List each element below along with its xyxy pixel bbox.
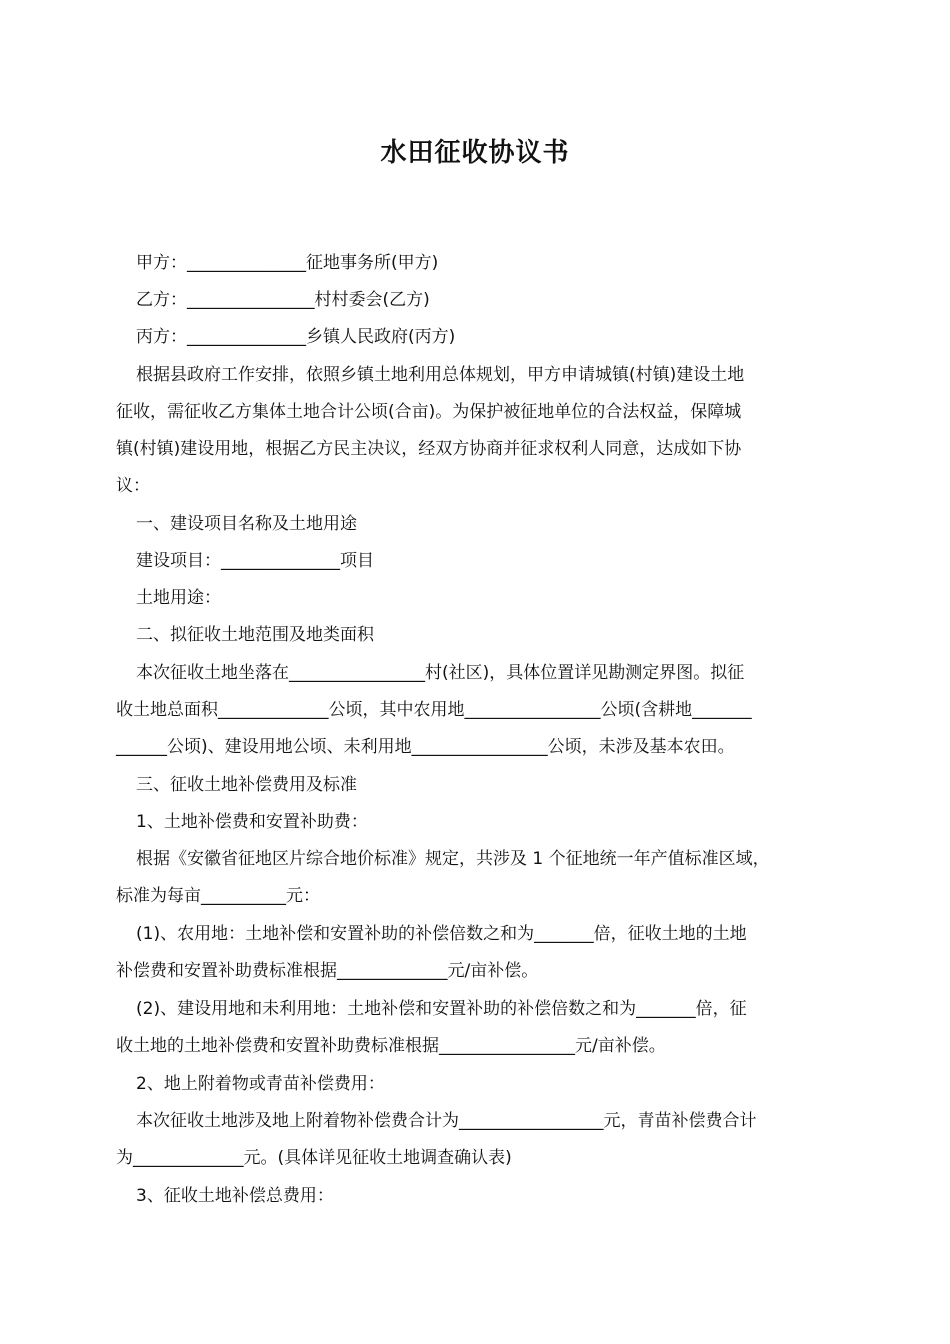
party-b-line: 乙方：_______________村村委会(乙方) bbox=[136, 290, 430, 310]
party-a-line: 甲方：______________征地事务所(甲方) bbox=[136, 253, 439, 273]
paragraph-line: ______公顷)、建设用地公顷、未利用地________________公顷，未涉及基本农田。 bbox=[116, 737, 735, 757]
paragraph-line: (1)、农用地：土地补偿和安置补助的补偿倍数之和为_______倍，征收土地的土地 bbox=[136, 924, 747, 944]
document-title: 水田征收协议书 bbox=[380, 138, 570, 168]
paragraph-line: 收土地的土地补偿费和安置补助费标准根据________________元/亩补偿。 bbox=[116, 1036, 666, 1056]
paragraph-line: 本次征收土地涉及地上附着物补偿费合计为_________________元，青苗补偿费合计 bbox=[136, 1111, 757, 1131]
paragraph-line: 建设项目：______________项目 bbox=[136, 551, 374, 571]
paragraph-line: (2)、建设用地和未利用地：土地补偿和安置补助的补偿倍数之和为_______倍，征 bbox=[136, 999, 747, 1019]
subsection-heading: 3、征收土地补偿总费用： bbox=[136, 1186, 334, 1206]
section-heading: 二、拟征收土地范围及地类面积 bbox=[136, 625, 374, 645]
paragraph-line: 征收，需征收乙方集体土地合计公顷(合亩)。为保护被征地单位的合法权益，保障城 bbox=[116, 402, 742, 422]
paragraph-line: 为_____________元。(具体详见征收土地调查确认表) bbox=[116, 1148, 512, 1168]
paragraph-line: 根据县政府工作安排，依照乡镇土地利用总体规划，甲方申请城镇(村镇)建设土地 bbox=[136, 365, 745, 385]
paragraph-line: 土地用途： bbox=[136, 588, 221, 608]
paragraph-line: 镇(村镇)建设用地，根据乙方民主决议，经双方协商并征求权利人同意，达成如下协 bbox=[116, 439, 742, 459]
party-c-line: 丙方：______________乡镇人民政府(丙方) bbox=[136, 327, 456, 347]
subsection-heading: 1、土地补偿费和安置补助费： bbox=[136, 812, 368, 832]
subsection-heading: 2、地上附着物或青苗补偿费用： bbox=[136, 1074, 385, 1094]
section-heading: 三、征收土地补偿费用及标准 bbox=[136, 775, 357, 795]
paragraph-line: 标准为每亩__________元： bbox=[116, 886, 320, 906]
paragraph-line: 补偿费和安置补助费标准根据_____________元/亩补偿。 bbox=[116, 961, 539, 981]
paragraph-line: 本次征收土地坐落在________________村(社区)，具体位置详见勘测定界图。拟征 bbox=[136, 663, 745, 683]
paragraph-line: 议： bbox=[116, 476, 150, 496]
paragraph-line: 收土地总面积_____________公顷，其中农用地________________公顷(含耕地_______ bbox=[116, 700, 752, 720]
paragraph-line: 根据《安徽省征地区片综合地价标准》规定，共涉及 1 个征地统一年产值标准区域， bbox=[136, 849, 770, 869]
section-heading: 一、建设项目名称及土地用途 bbox=[136, 514, 357, 534]
